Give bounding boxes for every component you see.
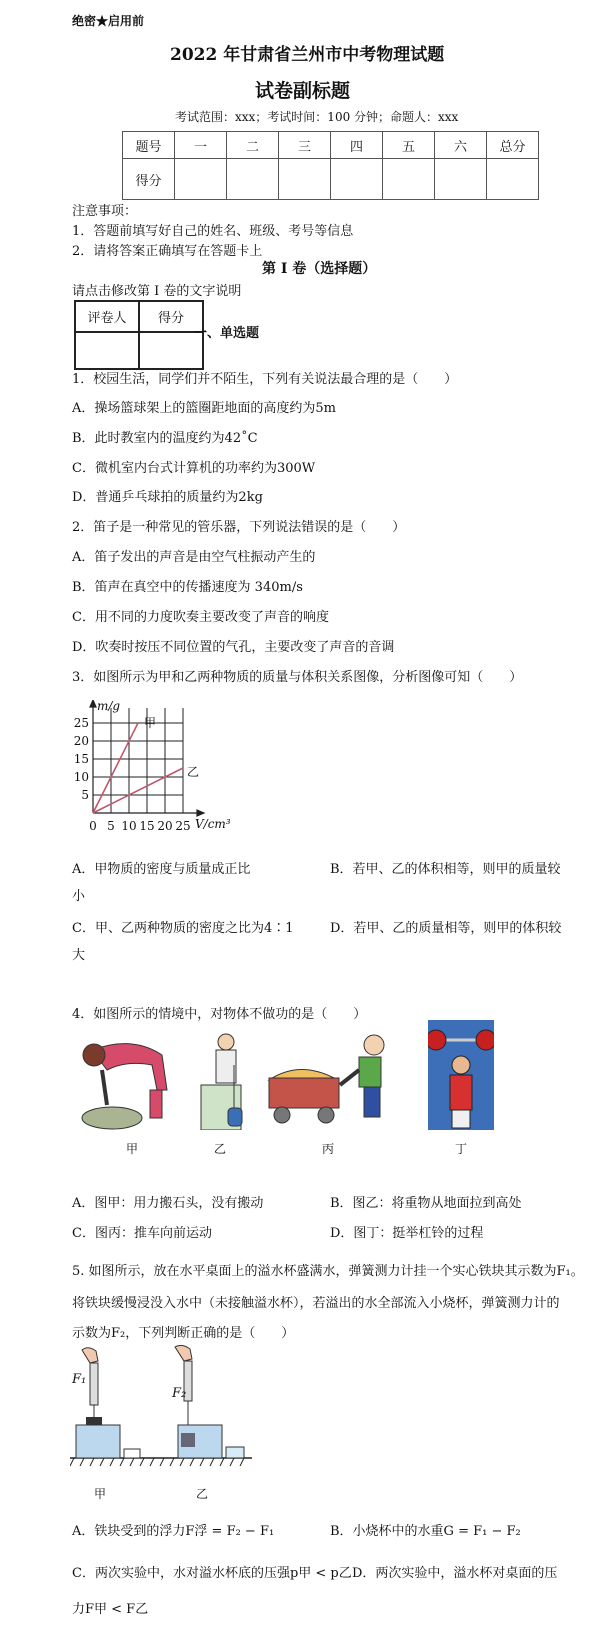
q1-option: B．此时教室内的温度约为42˚C	[72, 431, 258, 446]
x-tick-label: 0	[89, 819, 97, 833]
label-f1: F₁	[72, 1372, 87, 1387]
score-cell	[487, 159, 539, 200]
secret-label: 绝密★启用前	[72, 14, 145, 28]
q5-caption-yi: 乙	[196, 1487, 209, 1501]
y-tick-label: 25	[73, 716, 89, 730]
q2-stem: 2．笛子是一种常见的管乐器，下列说法错误的是（ ）	[72, 520, 406, 535]
q4-caption-yi: 乙	[214, 1142, 227, 1156]
q5-caption-jia: 甲	[94, 1487, 107, 1501]
section-title: 一、单选题	[194, 326, 260, 341]
score-header-cell: 四	[331, 132, 383, 159]
grader-header: 评卷人	[75, 301, 139, 332]
person-leg-shape	[452, 1110, 470, 1128]
person-head-shape	[218, 1034, 234, 1050]
hand-icon	[82, 1348, 98, 1363]
x-axis-arrow	[197, 810, 204, 816]
q3-option-b: B．若甲、乙的体积相等，则甲的质量较	[330, 862, 561, 877]
q2-option: A．笛子发出的声音是由空气柱振动产生的	[72, 550, 316, 565]
hand-icon	[175, 1345, 192, 1361]
small-beaker-shape	[226, 1447, 244, 1458]
score-header-cell: 总分	[487, 132, 539, 159]
y-tick-label: 10	[73, 770, 89, 784]
score-header-cell: 六	[435, 132, 487, 159]
q2-option: B．笛声在真空中的传播速度为 340m/s	[72, 580, 303, 595]
table-hatch	[70, 1458, 244, 1466]
q4-caption-bing: 丙	[322, 1142, 335, 1156]
q3-option-a: A．甲物质的密度与质量成正比	[72, 862, 251, 877]
x-tick-label: 5	[107, 819, 115, 833]
score-header-cell: 三	[279, 132, 331, 159]
q1-option: C．微机室内台式计算机的功率约为300W	[72, 461, 316, 476]
q2-option: D．吹奏时按压不同位置的气孔，主要改变了声音的音调	[72, 640, 395, 655]
q2-option: C．用不同的力度吹奏主要改变了声音的响度	[72, 610, 329, 625]
person-body-shape	[359, 1057, 381, 1087]
y-tick-label: 5	[81, 788, 89, 802]
q1-option: A．操场篮球架上的篮圈距地面的高度约为5m	[72, 401, 336, 416]
q4-option-d: D．图丁：挺举杠铃的过程	[330, 1226, 484, 1241]
series-line-jia	[93, 723, 138, 813]
exam-subtitle: 试卷副标题	[255, 80, 351, 102]
q4-option-a: A．图甲：用力搬石头，没有搬动	[72, 1196, 264, 1211]
q5-option-b: B．小烧杯中的水重G = F₁ − F₂	[330, 1524, 521, 1539]
notes-item: 2．请将答案正确填写在答题卡上	[72, 244, 263, 259]
overflow-cup-shape	[76, 1425, 120, 1458]
plate-shape	[428, 1030, 446, 1050]
person-head-shape	[364, 1035, 384, 1055]
q4-stem: 4．如图所示的情境中，对物体不做功的是（ ）	[72, 1007, 367, 1022]
q5-figure	[70, 1345, 260, 1485]
cart-wheel-shape	[318, 1107, 334, 1123]
score-header-cell: 五	[383, 132, 435, 159]
notes-item: 1．答题前填写好自己的姓名、班级、考号等信息	[72, 224, 354, 239]
x-tick-label: 10	[121, 819, 137, 833]
person-arm-shape	[102, 1070, 107, 1105]
q4-figure-ding	[428, 1020, 494, 1130]
person-arm-shape	[340, 1070, 359, 1085]
person-leg-shape	[150, 1090, 162, 1118]
score-header-cell: 题号	[123, 132, 175, 159]
q4-option-c: C．图丙：推车向前运动	[72, 1226, 212, 1241]
q5-option-a: A．铁块受到的浮力F浮 = F₂ − F₁	[72, 1524, 275, 1539]
notes-title: 注意事项：	[72, 204, 138, 219]
q4-figure-yi	[196, 1030, 256, 1130]
series-label-yi: 乙	[187, 765, 200, 779]
x-axis-label: V/cm³	[195, 817, 231, 831]
score-header-cell: 二	[227, 132, 279, 159]
score-table	[122, 131, 539, 200]
q3-option-c: C．甲、乙两种物质的密度之比为4∶1	[72, 921, 294, 936]
person-body-shape	[216, 1050, 236, 1083]
y-tick-label: 15	[73, 752, 89, 766]
score-table-header-row	[123, 132, 539, 159]
q3-stem: 3．如图所示为甲和乙两种物质的质量与体积关系图像，分析图像可知（ ）	[72, 670, 523, 685]
score-table-score-row	[123, 159, 539, 200]
x-tick-label: 20	[157, 819, 173, 833]
series-line-yi	[93, 768, 183, 813]
score-cell	[227, 159, 279, 200]
person-head-shape	[452, 1056, 470, 1074]
q5-option-d: D．两次实验中，溢水杯对桌面的压	[352, 1566, 558, 1581]
mass-volume-chart	[70, 700, 250, 845]
person-body-shape	[450, 1075, 472, 1110]
score-cell	[383, 159, 435, 200]
q5-option-c: C．两次实验中，水对溢水杯底的压强p甲 < p乙	[72, 1566, 352, 1581]
q4-caption-jia: 甲	[126, 1142, 139, 1156]
person-head-shape	[83, 1044, 105, 1066]
q5-stem-line1: 5. 如图所示，放在水平桌面上的溢水杯盛满水，弹簧测力计挂一个实心铁块其示数为F₁。	[72, 1264, 584, 1279]
spring-scale-shape	[90, 1363, 98, 1405]
score-cell	[435, 159, 487, 200]
iron-block-shape	[181, 1433, 195, 1447]
q4-figure-bing	[264, 1030, 424, 1130]
q3-option-d-cont: 大	[72, 948, 86, 963]
plate-shape	[476, 1030, 494, 1050]
grader-table	[74, 300, 204, 370]
person-leg-shape	[364, 1087, 380, 1117]
x-tick-label: 15	[139, 819, 155, 833]
q5-stem-line2: 将铁块缓慢浸没入水中（未接触溢水杯），若溢出的水全部流入小烧杯，弹簧测力计的	[72, 1296, 560, 1311]
part1-title: 第 I 卷（选择题）	[262, 261, 377, 277]
grader-cell	[75, 332, 139, 369]
q3-option-d: D．若甲、乙的质量相等，则甲的体积较	[330, 921, 562, 936]
y-tick-label: 20	[73, 734, 89, 748]
label-f2: F₂	[172, 1386, 187, 1401]
y-axis-label: m/g	[97, 700, 121, 713]
exam-meta: 考试范围：xxx；考试时间：100 分钟；命题人：xxx	[175, 110, 459, 124]
q1-stem: 1．校园生活，同学们并不陌生，下列有关说法最合理的是（ ）	[72, 372, 458, 387]
q4-caption-ding: 丁	[455, 1142, 468, 1156]
score-header-cell: 一	[175, 132, 227, 159]
q5-stem-line3: 示数为F₂，下列判断正确的是（ ）	[72, 1326, 295, 1341]
cart-body-shape	[269, 1078, 339, 1108]
exam-title: 2022 年甘肃省兰州市中考物理试题	[170, 45, 445, 65]
small-beaker-shape	[124, 1449, 140, 1458]
y-axis-arrow	[90, 700, 96, 707]
x-tick-label: 25	[175, 819, 191, 833]
cart-wheel-shape	[274, 1107, 290, 1123]
grader-header: 得分	[139, 301, 203, 332]
q4-option-b: B．图乙：将重物从地面拉到高处	[330, 1196, 522, 1211]
score-row-label: 得分	[123, 159, 175, 200]
stone-shape	[82, 1107, 142, 1129]
score-cell	[175, 159, 227, 200]
score-cell	[331, 159, 383, 200]
bucket-shape	[228, 1108, 242, 1126]
series-label-jia: 甲	[144, 716, 157, 730]
q5-option-d-cont: 力F甲 < F乙	[72, 1602, 149, 1617]
score-cell	[279, 159, 331, 200]
q1-option: D．普通乒乓球拍的质量约为2kg	[72, 490, 263, 505]
q4-figure-jia	[72, 1030, 182, 1130]
q3-option-b-cont: 小	[72, 889, 86, 904]
part1-hint: 请点击修改第 I 卷的文字说明	[72, 284, 242, 299]
